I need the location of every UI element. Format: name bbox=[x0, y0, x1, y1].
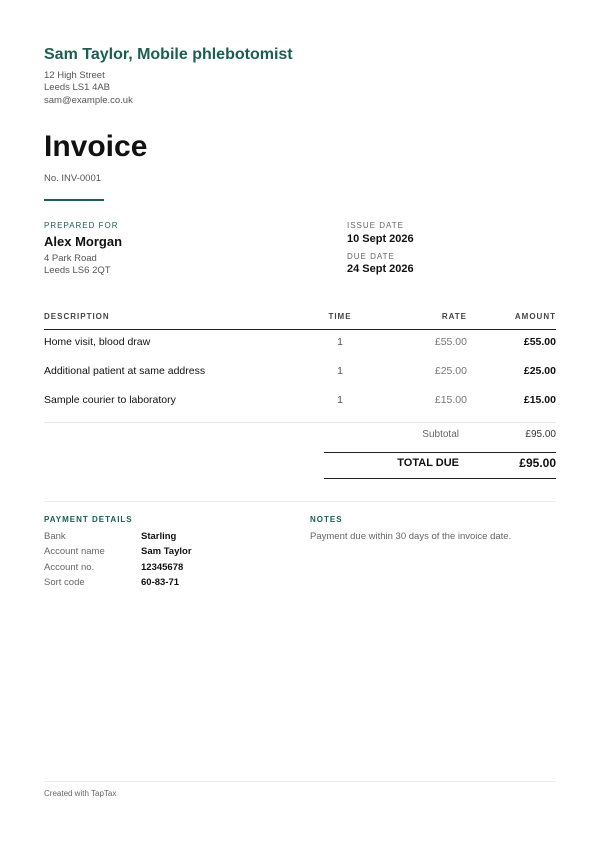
payment-label: Account name bbox=[44, 546, 105, 557]
column-header-amount: AMOUNT bbox=[514, 312, 556, 321]
business-email: sam@example.co.uk bbox=[44, 95, 133, 106]
invoice-number: No. INV-0001 bbox=[44, 173, 102, 184]
section-divider bbox=[44, 501, 556, 502]
item-time: 1 bbox=[337, 394, 343, 406]
item-rate: £15.00 bbox=[434, 394, 467, 406]
item-amount: £25.00 bbox=[523, 365, 556, 377]
client-address-line1: 4 Park Road bbox=[44, 253, 97, 264]
total-due-value: £95.00 bbox=[519, 456, 556, 470]
table-row bbox=[44, 365, 556, 385]
notes-text: Payment due within 30 days of the invoice date. bbox=[310, 531, 512, 542]
due-date-value: 24 Sept 2026 bbox=[347, 263, 414, 275]
payment-value: 60-83-71 bbox=[141, 577, 180, 588]
subtotal-value: £95.00 bbox=[525, 429, 556, 440]
items-divider bbox=[44, 422, 556, 423]
total-bottom-divider bbox=[324, 478, 556, 479]
payment-label: Account no. bbox=[44, 562, 95, 573]
business-address-line2: Leeds LS1 4AB bbox=[44, 82, 111, 93]
total-due-label: TOTAL DUE bbox=[397, 457, 459, 469]
item-time: 1 bbox=[337, 336, 343, 348]
subtotal-label: Subtotal bbox=[422, 429, 459, 440]
table-row bbox=[44, 394, 556, 414]
prepared-for-label: PREPARED FOR bbox=[44, 221, 119, 230]
payment-details-heading: PAYMENT DETAILS bbox=[44, 515, 133, 524]
payment-value: Sam Taylor bbox=[141, 546, 192, 557]
item-rate: £55.00 bbox=[434, 336, 467, 348]
item-amount: £55.00 bbox=[523, 336, 556, 348]
item-description: Additional patient at same address bbox=[44, 365, 206, 377]
issue-date-label: ISSUE DATE bbox=[347, 221, 404, 230]
notes-heading: NOTES bbox=[310, 515, 343, 524]
footer-divider bbox=[44, 781, 556, 782]
invoice-title: Invoice bbox=[44, 130, 148, 163]
footer-credit: Created with TapTax bbox=[44, 789, 117, 798]
item-time: 1 bbox=[337, 365, 343, 377]
column-header-rate: RATE bbox=[441, 312, 467, 321]
payment-label: Bank bbox=[44, 531, 66, 542]
total-top-divider bbox=[324, 452, 556, 453]
column-header-description: DESCRIPTION bbox=[44, 312, 110, 321]
payment-value: 12345678 bbox=[141, 562, 184, 573]
table-row bbox=[44, 336, 556, 356]
invoice-page bbox=[44, 0, 556, 849]
business-address-line1: 12 High Street bbox=[44, 70, 105, 81]
table-header-divider bbox=[44, 329, 556, 330]
client-address-line2: Leeds LS6 2QT bbox=[44, 265, 111, 276]
item-amount: £15.00 bbox=[523, 394, 556, 406]
due-date-label: DUE DATE bbox=[347, 252, 395, 261]
issue-date-value: 10 Sept 2026 bbox=[347, 233, 414, 245]
payment-value: Starling bbox=[141, 531, 177, 542]
accent-divider bbox=[44, 199, 104, 201]
payment-label: Sort code bbox=[44, 577, 85, 588]
item-description: Home visit, blood draw bbox=[44, 336, 151, 348]
business-name: Sam Taylor, Mobile phlebotomist bbox=[44, 46, 293, 63]
item-description: Sample courier to laboratory bbox=[44, 394, 176, 406]
column-header-time: TIME bbox=[328, 312, 352, 321]
client-name: Alex Morgan bbox=[44, 234, 123, 249]
item-rate: £25.00 bbox=[434, 365, 467, 377]
